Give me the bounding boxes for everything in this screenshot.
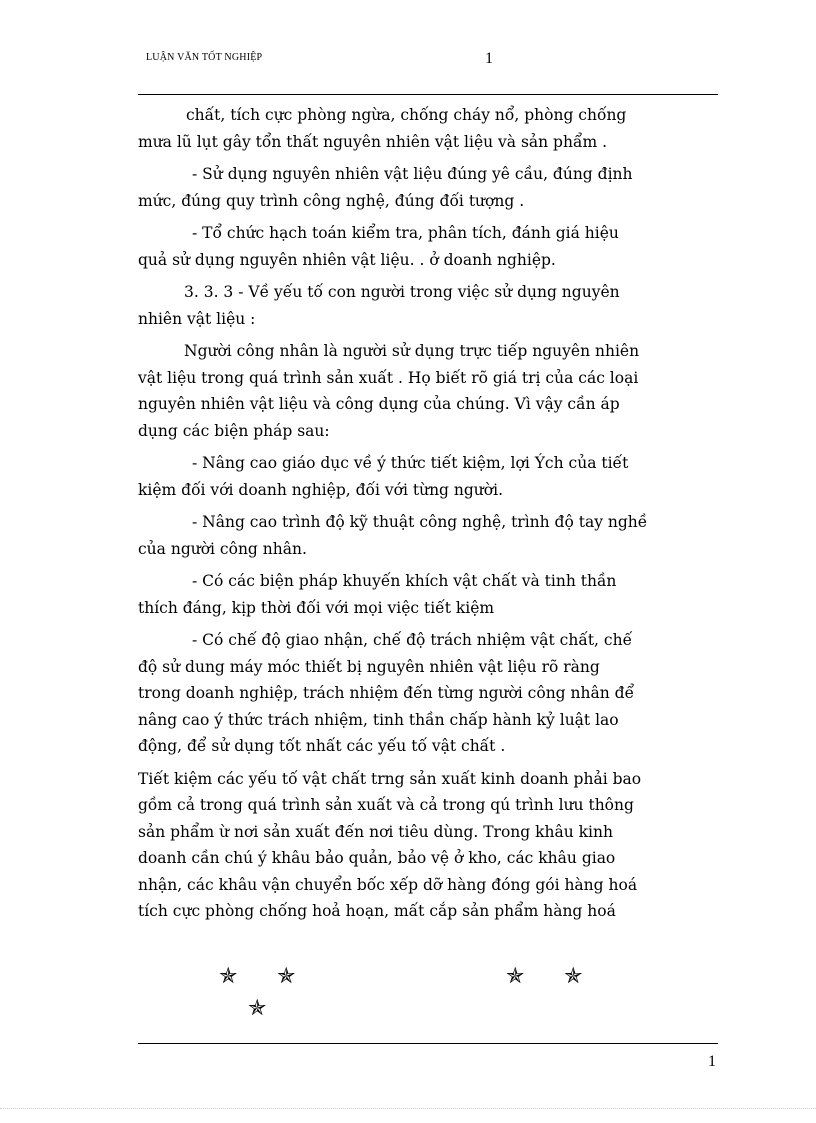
paragraph-5: Người công nhân là người sử dụng trực tiếp nguyên nhiên vật liệu trong quá trình sản xuất . Họ biết rõ giá trị của các loại nguyên nhiên vật liệu và công dụng của chúng. Vì vậy cần áp dụng các biện pháp sau:: [138, 342, 640, 440]
star-icon: ✯: [219, 964, 238, 989]
page-edge-divider: [0, 1108, 816, 1109]
paragraph-1: chất, tích cực phòng ngừa, chống cháy nổ, phòng chống mưa lũ lụt gây tổn thất nguyên nhiên vật liệu và sản phẩm .: [138, 106, 627, 151]
bullet-item-4: - Có chế độ giao nhận, chế độ trách nhiệm vật chất, chế độ sử dung máy móc thiết bị nguyên nhiên vật liệu rõ ràng trong doanh nghiệp, trách nhiệm đến từng người công nhân để nâng cao ý thức trách nhiệm, tinh thần chấp hành kỷ luật lao động, để sử dụng tốt nhất các yếu tố vật chất .: [138, 631, 635, 755]
bullet-item-1: - Nâng cao giáo dục về ý thức tiết kiệm, lợi Ých của tiết kiệm đối với doanh nghiệp, đối với từng người.: [138, 454, 629, 499]
section-heading-3-3-3: 3. 3. 3 - Về yếu tố con người trong việc sử dụng nguyên nhiên vật liệu :: [138, 283, 620, 328]
bullet-item-3: - Có các biện pháp khuyến khích vật chất và tinh thần thích đáng, kịp thời đối với mọi việc tiết kiệm: [138, 572, 617, 617]
footer-rule: [138, 1043, 718, 1044]
footer-page-number: 1: [708, 1053, 716, 1070]
bullet-item-2: - Nâng cao trình độ kỹ thuật công nghệ, trình độ tay nghề của người công nhân.: [138, 513, 648, 558]
star-icon: ✯: [506, 964, 525, 989]
header-rule: [138, 94, 718, 95]
header-title: LUẬN VĂN TỐT NGHIỆP: [146, 52, 263, 63]
star-icon: ✯: [277, 964, 296, 989]
paragraph-10: Tiết kiệm các yếu tố vật chất trng sản xuất kinh doanh phải bao gồm cả trong quá trình sản xuất và cả trong qú trình lưu thông sản phẩm ừ nơi sản xuất đến nơi tiêu dùng. Trong khâu kinh doanh cần chú ý khâu bảo quản, bảo vệ ở kho, các khâu giao nhận, các khâu vận chuyển bốc xếp dỡ hàng đóng gói hàng hoá tích cực phòng chống hoả hoạn, mất cắp sản phẩm hàng hoá: [138, 769, 642, 920]
header-page-number: 1: [485, 50, 493, 67]
paragraph-2: - Sử dụng nguyên nhiên vật liệu đúng yê cầu, đúng định mức, đúng quy trình công nghệ, đúng đối tượng .: [138, 165, 633, 210]
star-icon: ✯: [248, 996, 267, 1021]
paragraph-3: - Tổ chức hạch toán kiểm tra, phân tích, đánh giá hiệu quả sử dụng nguyên nhiên vật liệu. . ở doanh nghiệp.: [138, 224, 619, 269]
star-icon: ✯: [564, 964, 583, 989]
body-text: [138, 102, 718, 931]
